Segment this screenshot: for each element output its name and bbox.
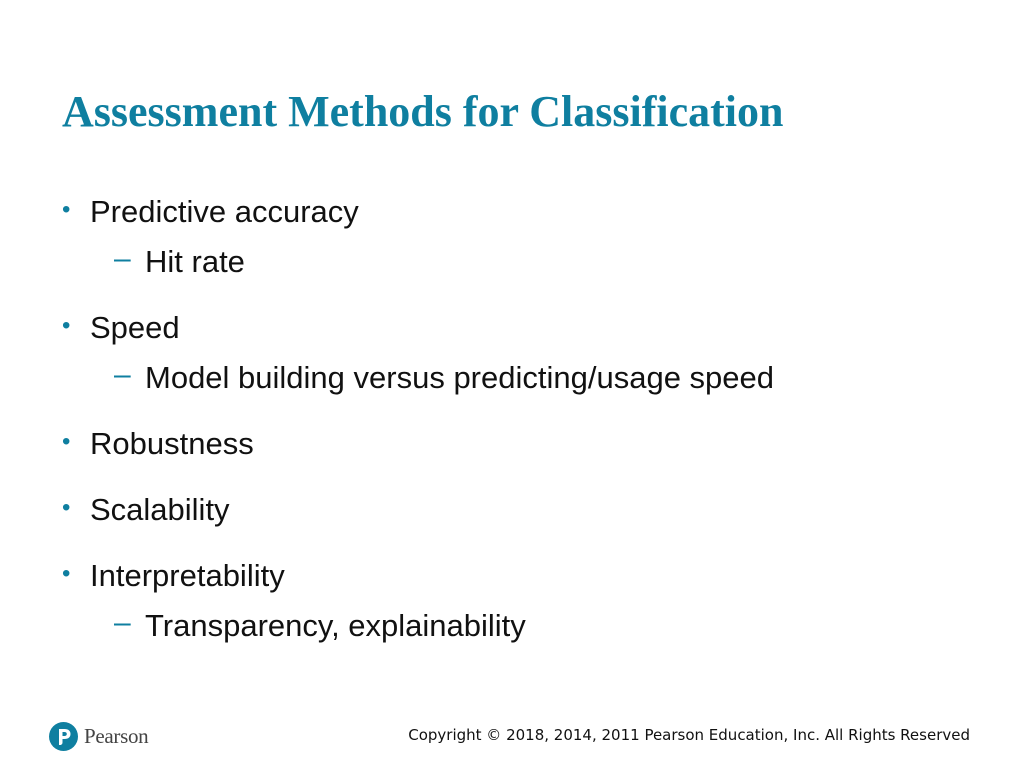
sub-bullet-text: Model building versus predicting/usage speed [145,360,775,395]
dash-icon: – [114,242,131,275]
bullet-item [62,554,962,648]
sub-bullet [62,356,962,400]
bullet-line [62,554,962,598]
bullet-item [62,306,962,400]
bullet-text: Interpretability [90,558,285,593]
dash-icon: – [114,358,131,391]
bullet-text: Predictive accuracy [90,194,359,229]
bullet-line [62,190,962,234]
bullet-text: Robustness [90,426,254,461]
bullet-dot-icon: • [62,560,71,587]
bullet-line [62,422,962,466]
pearson-p-logo-icon [49,722,78,751]
bullet-list [62,190,962,648]
slide-title: Assessment Methods for Classification [62,87,784,136]
bullet-dot-icon: • [62,428,71,455]
bullet-item [62,422,962,466]
sub-bullet [62,604,962,648]
dash-icon: – [114,606,131,639]
sub-bullet [62,240,962,284]
sub-bullet-text: Transparency, explainability [145,608,526,643]
bullet-line [62,488,962,532]
copyright-notice: Copyright © 2018, 2014, 2011 Pearson Education, Inc. All Rights Reserved [408,726,970,744]
bullet-item [62,190,962,284]
bullet-item [62,488,962,532]
pearson-logo-text: Pearson [84,723,149,748]
pearson-logo [49,719,148,753]
bullet-dot-icon: • [62,312,71,339]
bullet-text: Speed [90,310,180,345]
bullet-dot-icon: • [62,494,71,521]
bullet-line [62,306,962,350]
bullet-text: Scalability [90,492,230,527]
bullet-dot-icon: • [62,196,71,223]
sub-bullet-text: Hit rate [145,244,245,279]
